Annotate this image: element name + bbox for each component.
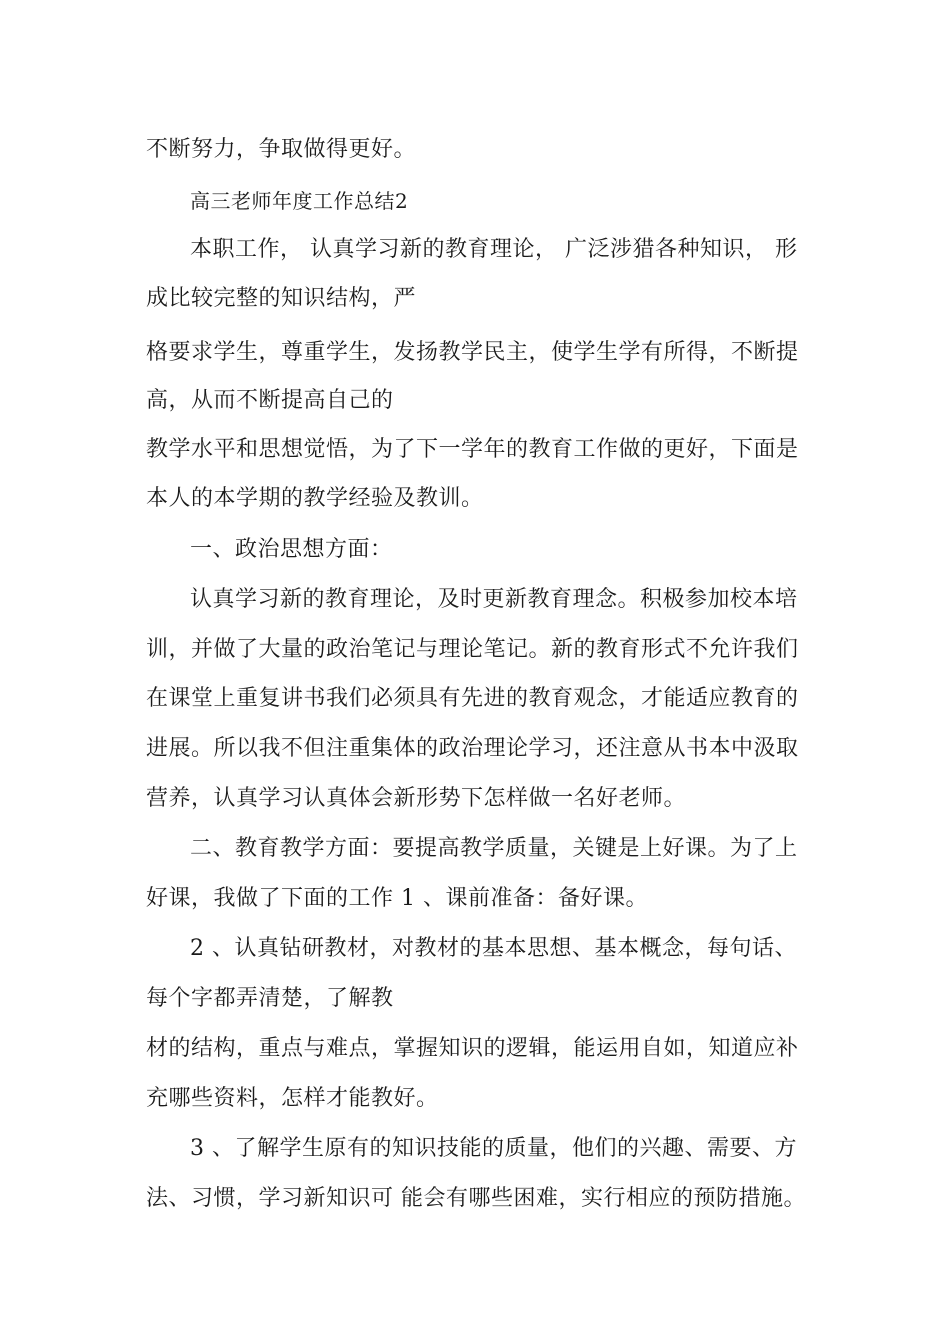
text-line: 教学水平和思想觉悟，为了下一学年的教育工作做的更好，下面是 bbox=[146, 437, 799, 462]
text-line: 每个字都弄清楚，了解教 bbox=[146, 986, 394, 1011]
text-line: 进展。所以我不但注重集体的政治理论学习，还注意从书本中汲取 bbox=[146, 736, 799, 761]
text-line: 二、教育教学方面：要提高教学质量，关键是上好课。为了上 bbox=[190, 836, 798, 861]
text-line: 法、习惯，学习新知识可 能会有哪些困难，实行相应的预防措施。 bbox=[146, 1186, 806, 1211]
text-line: 本人的本学期的教学经验及教训。 bbox=[146, 486, 484, 511]
section-heading: 一、政治思想方面： bbox=[190, 537, 393, 562]
text-line: 充哪些资料，怎样才能教好。 bbox=[146, 1086, 439, 1111]
text-line: 格要求学生，尊重学生，发扬教学民主，使学生学有所得，不断提 bbox=[146, 340, 799, 365]
text-line: 营养，认真学习认真体会新形势下怎样做一名好老师。 bbox=[146, 786, 687, 811]
text-line: 2 、认真钻研教材，对教材的基本思想、基本概念，每句话、 bbox=[190, 936, 797, 961]
text-line: 不断努力，争取做得更好。 bbox=[146, 137, 417, 162]
text-line: 好课，我做了下面的工作 1 、课前准备：备好课。 bbox=[146, 886, 648, 911]
text-line: 3 、了解学生原有的知识技能的质量，他们的兴趣、需要、方 bbox=[190, 1136, 797, 1161]
text-line: 成比较完整的知识结构，严 bbox=[146, 286, 417, 311]
text-line: 在课堂上重复讲书我们必须具有先进的教育观念，才能适应教育的 bbox=[146, 686, 799, 711]
text-line: 材的结构，重点与难点，掌握知识的逻辑，能运用自如，知道应补 bbox=[146, 1036, 799, 1061]
section-title: 高三老师年度工作总结2 bbox=[190, 189, 409, 213]
text-line: 高，从而不断提高自己的 bbox=[146, 388, 394, 413]
text-line: 认真学习新的教育理论，及时更新教育理念。积极参加校本培 bbox=[190, 587, 798, 612]
text-line: 本职工作， 认真学习新的教育理论， 广泛涉猎各种知识， 形 bbox=[190, 237, 798, 262]
text-line: 训，并做了大量的政治笔记与理论笔记。新的教育形式不允许我们 bbox=[146, 637, 799, 662]
